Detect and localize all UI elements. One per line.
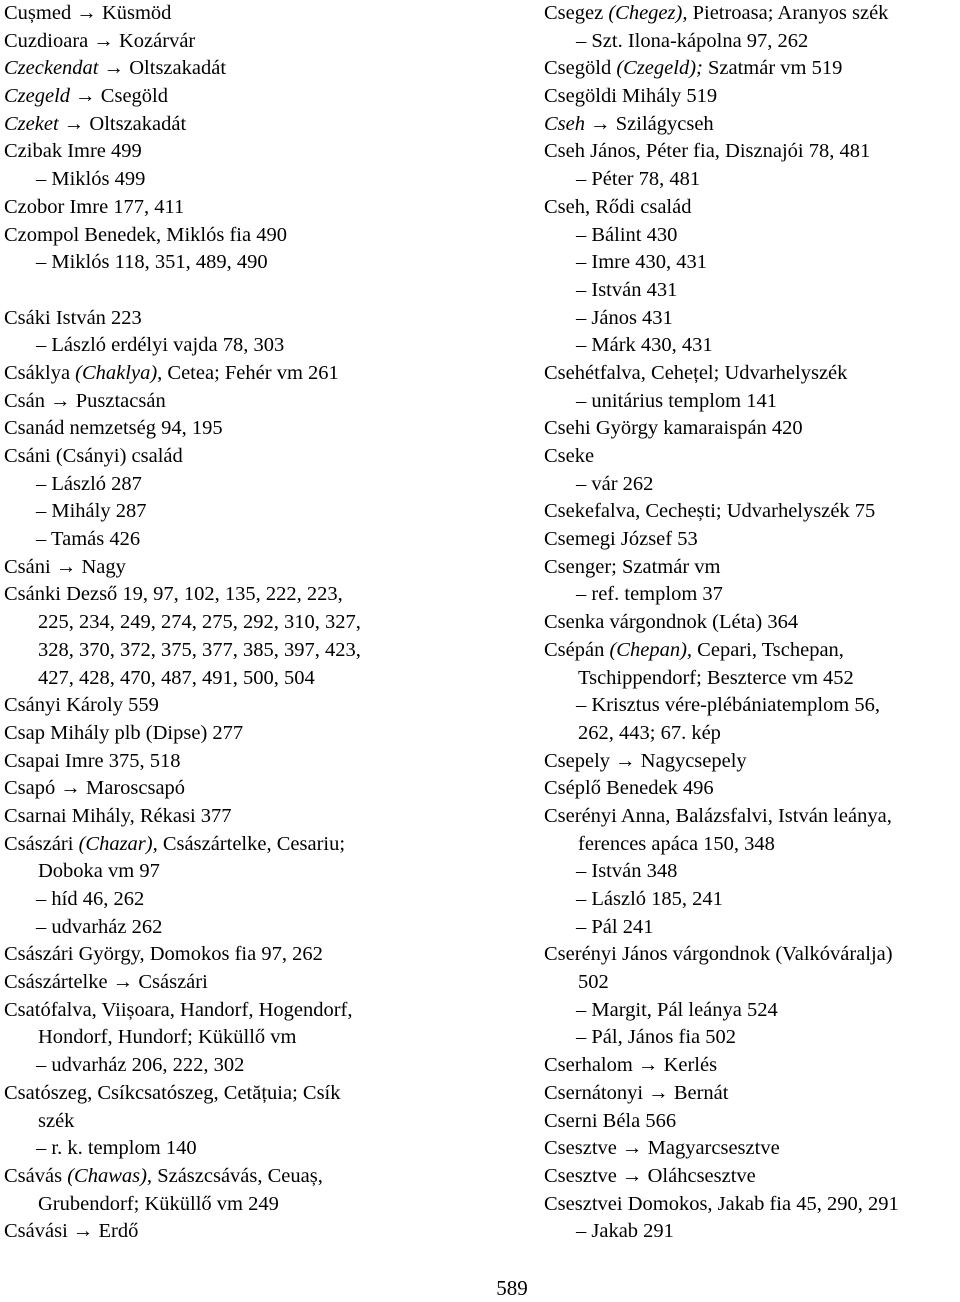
entry-text: Csán → Pusztacsán [4, 389, 166, 412]
entry-text: Csatófalva, Viișoara, Handorf, Hogendorf, [4, 998, 353, 1021]
index-entry [4, 526, 524, 554]
left-index-column [4, 0, 524, 1246]
entry-text: – István 431 [576, 278, 678, 301]
entry-text: 328, 370, 372, 375, 377, 385, 397, 423, [38, 638, 361, 661]
entry-variant-italic: Czegeld [4, 85, 71, 108]
index-entry [544, 83, 960, 111]
index-entry [544, 609, 960, 637]
index-entry [4, 415, 524, 443]
index-entry [4, 969, 524, 997]
index-entry [4, 305, 524, 333]
index-entry [544, 1163, 960, 1191]
index-entry [4, 1108, 524, 1136]
right-index-column [544, 0, 960, 1246]
entry-text: Csehétfalva, Cehețel; Udvarhelyszék [544, 361, 848, 384]
index-entry [4, 1191, 524, 1219]
index-entry [4, 858, 524, 886]
index-entry [544, 554, 960, 582]
index-entry [544, 471, 960, 499]
index-entry [4, 1080, 524, 1108]
index-entry [544, 388, 960, 416]
entry-text: Csemegi József 53 [544, 528, 698, 551]
entry-text: → Oltszakadát [98, 57, 227, 80]
entry-text: – híd 46, 262 [36, 888, 145, 910]
index-entry [4, 1135, 524, 1163]
index-entry [4, 55, 524, 83]
entry-text: Csapó → Maroscsapó [4, 777, 186, 800]
entry-text: Hondorf, Hundorf; Küküllő vm [38, 1026, 297, 1049]
index-entry [544, 138, 960, 166]
entry-text: Tschippendorf; Beszterce vm 452 [578, 666, 854, 689]
index-entry [544, 1135, 960, 1163]
entry-text: – Imre 430, 431 [576, 251, 707, 274]
index-entry [544, 360, 960, 388]
entry-text: Czibak Imre 499 [4, 140, 142, 163]
entry-text: – ref. templom 37 [576, 583, 723, 606]
entry-text: – János 431 [576, 306, 673, 329]
index-entry [4, 111, 524, 139]
index-entry [4, 803, 524, 831]
index-entry [544, 581, 960, 609]
entry-text: Csáklya [4, 361, 76, 384]
entry-text: ferences apáca 150, 348 [578, 832, 775, 855]
index-entry [544, 1024, 960, 1052]
entry-text: Csáni (Csányi) család [4, 445, 183, 467]
index-entry [4, 665, 524, 693]
index-entry [544, 28, 960, 56]
index-entry [544, 332, 960, 360]
entry-variant-italic: (Czegeld); [616, 57, 703, 80]
index-entry [4, 28, 524, 56]
index-entry [4, 1024, 524, 1052]
entry-text: szék [38, 1109, 75, 1132]
index-entry [4, 83, 524, 111]
entry-text: Csányi Károly 559 [4, 694, 159, 717]
entry-text: – László 185, 241 [576, 888, 723, 910]
index-entry [4, 166, 524, 194]
entry-text: Csávási → Erdő [4, 1220, 139, 1243]
index-entry [4, 775, 524, 803]
entry-text: Császári [4, 832, 79, 855]
index-entry [544, 1218, 960, 1246]
entry-text: – unitárius templom 141 [576, 389, 777, 412]
index-entry [544, 111, 960, 139]
entry-text: Cserhalom → Kerlés [544, 1054, 718, 1077]
entry-text: Csenka várgondnok (Léta) 364 [544, 611, 799, 634]
index-entry [544, 443, 960, 471]
entry-text: – Szt. Ilona-kápolna 97, 262 [576, 29, 809, 52]
entry-text: Csánki Dezső 19, 97, 102, 135, 222, 223, [4, 583, 343, 606]
entry-text: Csanád nemzetség 94, 195 [4, 417, 223, 440]
index-entry [4, 997, 524, 1025]
entry-text: Csávás [4, 1164, 68, 1187]
entry-variant-italic: Czeckendat [4, 57, 99, 80]
entry-text: → Szilágycseh [585, 112, 714, 135]
entry-text: Cetea; Fehér vm 261 [162, 361, 339, 384]
entry-text: 225, 234, 249, 274, 275, 292, 310, 327, [38, 611, 361, 634]
index-entry [544, 498, 960, 526]
entry-text: Szászcsávás, Ceuaș, [152, 1164, 323, 1187]
index-entry [544, 775, 960, 803]
entry-variant-italic: (Chegez), [608, 2, 688, 24]
entry-text: – udvarház 206, 222, 302 [36, 1054, 245, 1077]
entry-text: – László erdélyi vajda 78, 303 [36, 334, 285, 357]
index-entry [544, 803, 960, 831]
index-entry [544, 941, 960, 969]
index-entry [4, 1052, 524, 1080]
index-entry [544, 886, 960, 914]
index-entry [544, 720, 960, 748]
index-entry [544, 249, 960, 277]
entry-text: – Tamás 426 [36, 528, 141, 551]
entry-text: Császártelke, Cesariu; [157, 832, 346, 855]
index-entry [544, 55, 960, 83]
index-entry [4, 443, 524, 471]
index-entry [4, 1218, 524, 1246]
entry-text: – Miklós 499 [36, 168, 146, 191]
index-entry [544, 305, 960, 333]
index-entry [544, 997, 960, 1025]
index-entry [544, 194, 960, 222]
index-entry [544, 858, 960, 886]
index-entry [4, 554, 524, 582]
entry-text: – vár 262 [576, 472, 654, 495]
index-entry [544, 166, 960, 194]
entry-text: – István 348 [576, 860, 678, 883]
index-entry [4, 637, 524, 665]
index-entry [4, 222, 524, 250]
index-entry [544, 415, 960, 443]
entry-text: → Csegöld [70, 85, 168, 108]
index-entry [4, 138, 524, 166]
index-entry [544, 526, 960, 554]
entry-text: Csapai Imre 375, 518 [4, 749, 181, 772]
entry-text: → Oltszakadát [58, 112, 187, 135]
entry-text: Csegöld [544, 57, 617, 80]
index-entry [544, 222, 960, 250]
entry-text: – Krisztus vére-plébániatemplom 56, [576, 694, 880, 717]
index-entry [544, 665, 960, 693]
index-entry [544, 0, 960, 28]
entry-text: Csépán [544, 638, 610, 661]
entry-text: Cserényi János várgondnok (Valkóváralja) [544, 943, 893, 966]
entry-text: Cséplő Benedek 496 [544, 777, 714, 800]
entry-text: – László 287 [36, 472, 142, 495]
entry-text: Cserényi Anna, Balázsfalvi, István leánya, [544, 804, 892, 827]
index-entry [4, 831, 524, 859]
index-entry [4, 720, 524, 748]
index-entry [4, 1163, 524, 1191]
entry-text: Cseh, Rődi család [544, 195, 692, 218]
index-entry [4, 249, 524, 277]
entry-text: Pietroasa; Aranyos szék [687, 2, 889, 24]
entry-text: – Margit, Pál leánya 524 [576, 998, 778, 1021]
index-entry [544, 1052, 960, 1080]
entry-variant-italic: (Chepan), [609, 638, 693, 661]
index-entry [544, 277, 960, 305]
entry-text: – Mihály 287 [36, 500, 147, 523]
entry-variant-italic: (Chazar), [78, 832, 158, 855]
entry-text: Csap Mihály plb (Dipse) 277 [4, 721, 244, 744]
index-entry [4, 692, 524, 720]
entry-text: Csernátonyi → Bernát [544, 1081, 729, 1104]
entry-text: – Pál, János fia 502 [576, 1026, 736, 1049]
entry-variant-italic: Cseh [544, 112, 585, 135]
index-entry [544, 748, 960, 776]
entry-text: Csegöldi Mihály 519 [544, 85, 718, 108]
index-entry [544, 1191, 960, 1219]
index-entry [544, 914, 960, 942]
entry-text: Czobor Imre 177, 411 [4, 195, 185, 218]
entry-text: Doboka vm 97 [38, 860, 160, 883]
index-entry [4, 332, 524, 360]
entry-text: Csesztve → Oláhcsesztve [544, 1164, 756, 1187]
entry-text: Cseke [544, 445, 595, 467]
index-entry [544, 831, 960, 859]
entry-text: – Bálint 430 [576, 223, 678, 246]
entry-text: Csesztve → Magyarcsesztve [544, 1137, 780, 1160]
index-entry [544, 1108, 960, 1136]
index-entry [544, 1080, 960, 1108]
index-entry [4, 609, 524, 637]
entry-text: Csegez [544, 2, 609, 24]
entry-text: – Pál 241 [576, 915, 654, 938]
index-entry [4, 194, 524, 222]
entry-text: – Péter 78, 481 [576, 168, 701, 191]
index-entry [4, 581, 524, 609]
entry-text: Cseh János, Péter fia, Disznajói 78, 481 [544, 140, 871, 163]
index-entry [4, 914, 524, 942]
page-number: 589 [496, 1276, 528, 1300]
entry-text: Grubendorf; Küküllő vm 249 [38, 1192, 279, 1215]
entry-text: Csehi György kamaraispán 420 [544, 417, 803, 440]
entry-text: – udvarház 262 [36, 915, 163, 938]
entry-variant-italic: (Chaklya), [75, 361, 163, 384]
index-entry [4, 471, 524, 499]
index-entry [4, 388, 524, 416]
index-entry [4, 0, 524, 28]
index-entry [544, 637, 960, 665]
entry-text: – r. k. templom 140 [36, 1137, 197, 1160]
entry-text: Csenger; Szatmár vm [544, 555, 721, 578]
entry-text: – Márk 430, 431 [576, 334, 713, 357]
entry-text: Czompol Benedek, Miklós fia 490 [4, 223, 287, 246]
index-entry [4, 277, 524, 305]
entry-text: Csesztvei Domokos, Jakab fia 45, 290, 291 [544, 1192, 899, 1215]
entry-text: Cserni Béla 566 [544, 1109, 677, 1132]
entry-text: Csarnai Mihály, Rékasi 377 [4, 804, 232, 827]
entry-text: Csáki István 223 [4, 306, 142, 329]
entry-text: Császártelke → Császári [4, 971, 208, 994]
entry-text: Cepari, Tschepan, [692, 638, 844, 661]
entry-text: Cuzdioara → Kozárvár [4, 29, 196, 52]
entry-text: 502 [578, 971, 609, 994]
entry-text: Szatmár vm 519 [702, 57, 843, 80]
entry-variant-italic: Czeket [4, 112, 59, 135]
entry-text: Császári György, Domokos fia 97, 262 [4, 943, 323, 966]
entry-text: – Jakab 291 [576, 1220, 674, 1243]
entry-text: Csatószeg, Csíkcsatószeg, Cetățuia; Csík [4, 1081, 341, 1104]
index-entry [544, 692, 960, 720]
index-entry [4, 498, 524, 526]
entry-text: Csáni → Nagy [4, 555, 126, 578]
index-entry [544, 969, 960, 997]
entry-text: Csepely → Nagycsepely [544, 749, 747, 772]
index-entry [4, 941, 524, 969]
entry-text: Cușmed → Küsmöd [4, 2, 172, 24]
index-entry [4, 748, 524, 776]
index-entry [4, 886, 524, 914]
entry-text: 427, 428, 470, 487, 491, 500, 504 [38, 666, 315, 689]
entry-text: 262, 443; 67. kép [578, 721, 721, 744]
entry-text: Csekefalva, Cechești; Udvarhelyszék 75 [544, 500, 876, 523]
index-entry [4, 360, 524, 388]
entry-text: – Miklós 118, 351, 489, 490 [36, 251, 268, 274]
entry-variant-italic: (Chawas), [67, 1164, 153, 1187]
